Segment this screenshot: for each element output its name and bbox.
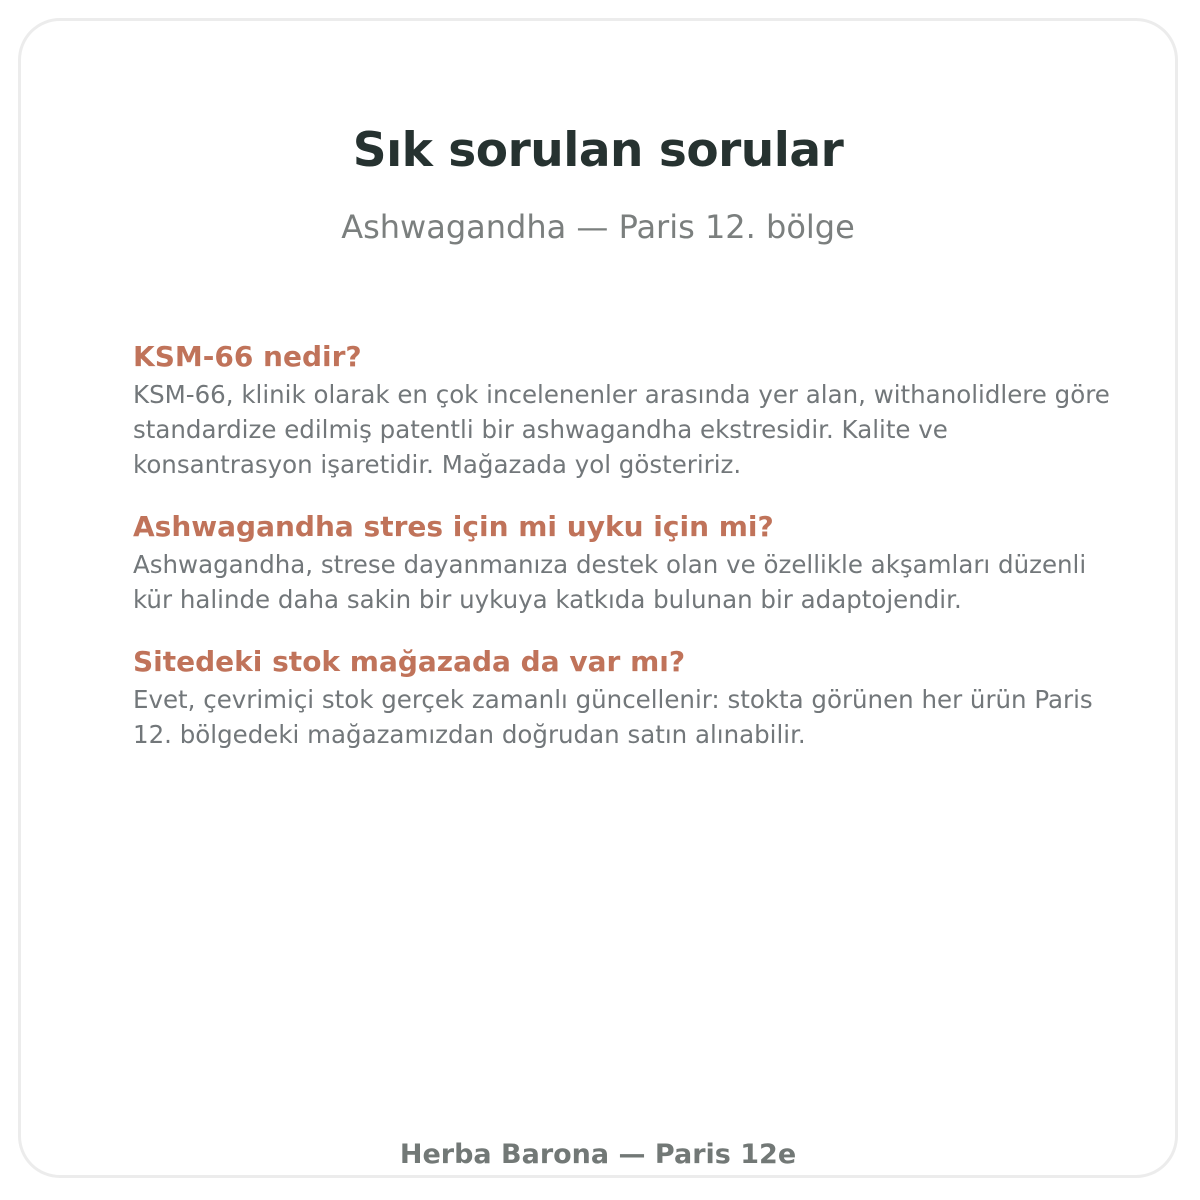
faq-answer: Evet, çevrimiçi stok gerçek zamanlı güncellenir: stokta görünen her ürün Paris 12. bölgedeki mağazamızdan doğrudan satın alınabilir. (133, 685, 1093, 749)
faq-question: Ashwagandha stres için mi uyku için mi? (133, 510, 774, 543)
faq-question: Sitedeki stok mağazada da var mı? (133, 645, 686, 678)
footer-brand: Herba Barona — Paris 12e (399, 1139, 797, 1170)
page-subtitle: Ashwagandha — Paris 12. bölge (341, 208, 855, 246)
faq-item (133, 642, 1123, 752)
faq-question: KSM-66 nedir? (133, 340, 362, 373)
faq-answer: Ashwagandha, strese dayanmanıza destek olan ve özellikle akşamları düzenli kür halinde daha sakin bir uykuya katkıda bulunan bir adaptojendir. (133, 550, 1087, 614)
faq-item (133, 507, 1123, 617)
faq-answer: KSM-66, klinik olarak en çok incelenenler arasında yer alan, withanolidlere göre standardize edilmiş patentli bir ashwagandha ekstresidir. Kalite ve konsantrasyon işaretidir. Mağazada yol gösteririz. (133, 380, 1110, 479)
faq-card (18, 18, 1178, 1178)
faq-item (133, 337, 1123, 482)
page-title: Sık sorulan sorular (352, 123, 844, 178)
faq-list (133, 337, 1123, 777)
